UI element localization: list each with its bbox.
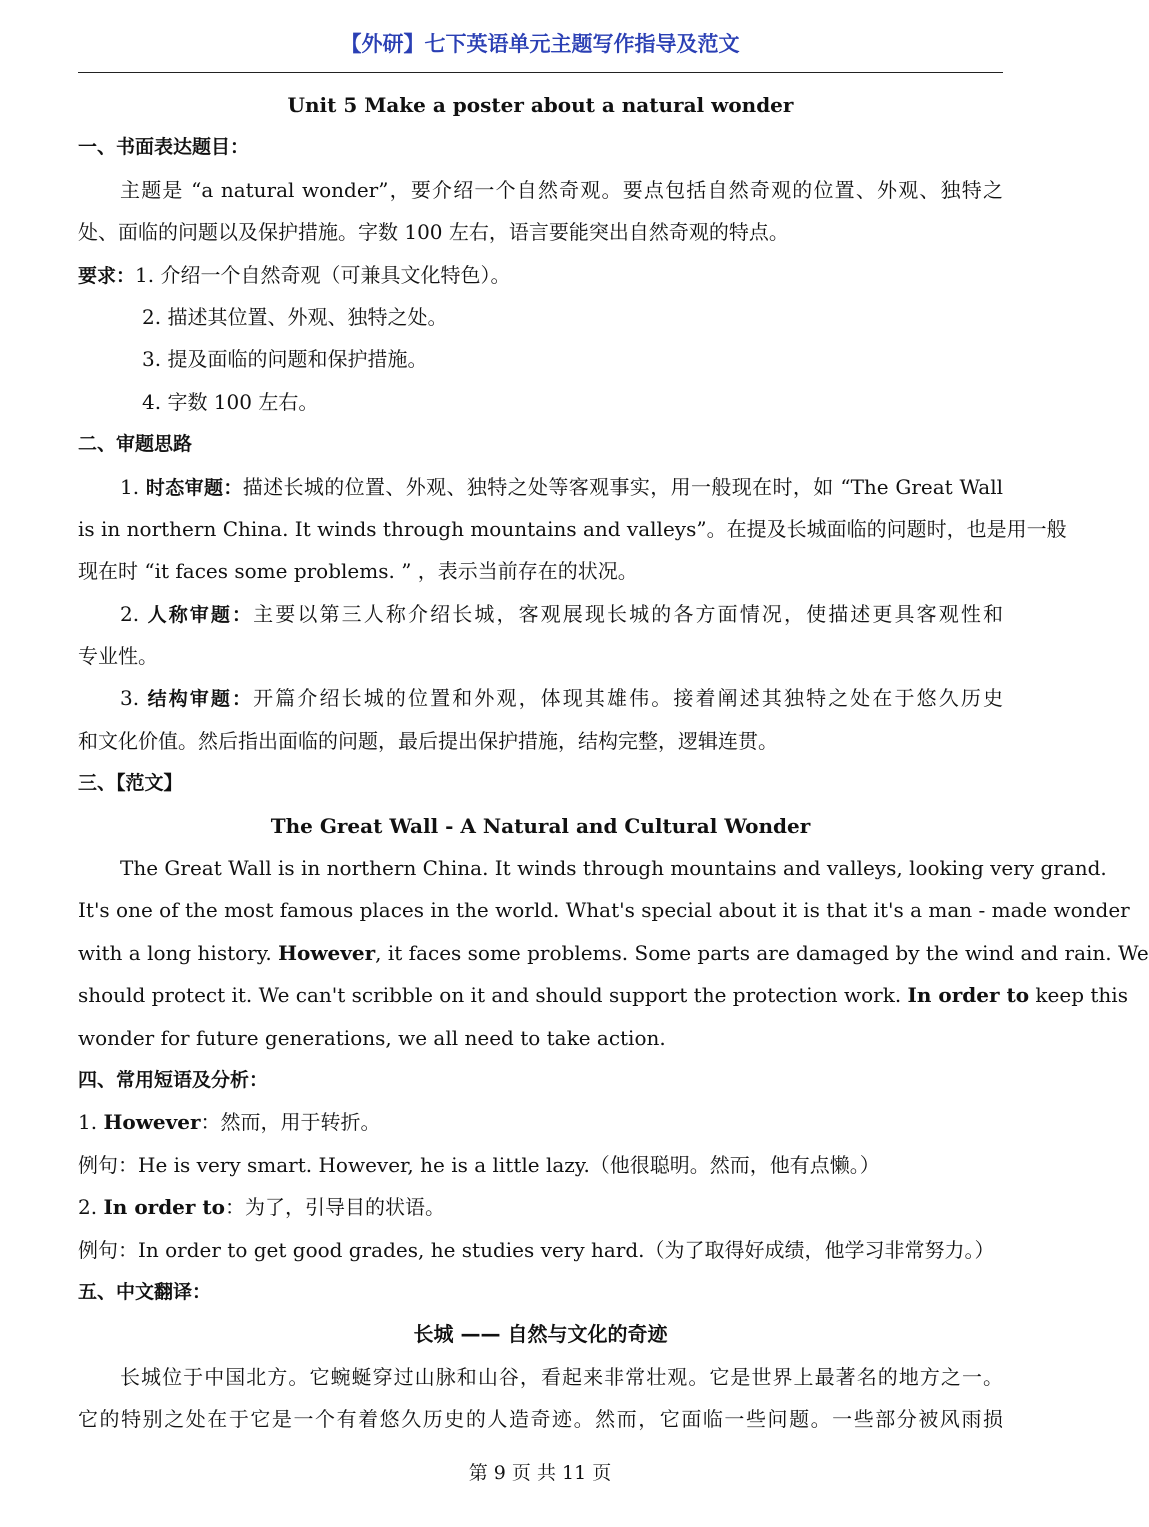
phrase-2-number: 2. bbox=[78, 1195, 104, 1220]
essay-line-3-part-1: with a long history. bbox=[78, 940, 279, 965]
essay-line-5: wonder for future generations, we all need to take action. bbox=[78, 1025, 666, 1050]
section-3-heading: 三、【范文】 bbox=[78, 772, 183, 795]
analysis-1-text: 描述长城的位置、外观、独特之处等客观事实，用一般现在时，如 “The Great Wall bbox=[242, 474, 1003, 499]
essay-line-3 bbox=[78, 932, 1149, 974]
essay-keyword-in-order-to: In order to bbox=[907, 983, 1030, 1008]
requirement-3: 3. 提及面临的问题和保护措施。 bbox=[142, 347, 428, 372]
analysis-2-text: 主要以第三人称介绍长城，客观展现长城的各方面情况，使描述更具客观性和 bbox=[253, 601, 1004, 626]
section-1-heading: 一、书面表达题目： bbox=[78, 136, 250, 159]
analysis-1-line-1 bbox=[78, 466, 1003, 508]
section-2-heading: 二、审题思路 bbox=[78, 433, 193, 456]
essay-title: The Great Wall - A Natural and Cultural Wonder bbox=[270, 813, 811, 838]
analysis-1-line-2: is in northern China. It winds through mountains and valleys”。在提及长城面临的问题时，也是用一般 bbox=[78, 516, 1067, 541]
essay-line-4-part-2: keep this bbox=[1029, 983, 1128, 1008]
analysis-1-number: 1. bbox=[120, 474, 140, 499]
analysis-3-line-2: 和文化价值。然后指出面临的问题，最后提出保护措施，结构完整，逻辑连贯。 bbox=[78, 728, 778, 753]
analysis-2-label: 人称审题： bbox=[147, 603, 254, 626]
analysis-2-line-1 bbox=[78, 593, 1003, 635]
requirement-2: 2. 描述其位置、外观、独特之处。 bbox=[142, 304, 448, 329]
phrase-2-example: 例句：In order to get good grades, he studies very hard.（为了取得好成绩，他学习非常努力。） bbox=[78, 1237, 995, 1262]
essay-line-3-part-2: , it faces some problems. Some parts are damaged by the wind and rain. We bbox=[375, 940, 1149, 965]
phrase-2 bbox=[78, 1186, 1003, 1228]
page-number-footer: 第 9 页 共 11 页 bbox=[468, 1462, 612, 1484]
analysis-1-line-3: 现在时 “it faces some problems. ” ，表示当前存在的状况。 bbox=[78, 559, 638, 584]
translation-line-1: 长城位于中国北方。它蜿蜒穿过山脉和山谷，看起来非常壮观。它是世界上最著名的地方之一。 bbox=[120, 1364, 1003, 1389]
unit-title: Unit 5 Make a poster about a natural wonder bbox=[287, 93, 794, 117]
phrase-1-term: However bbox=[103, 1110, 201, 1135]
analysis-1-label: 时态审题： bbox=[145, 476, 243, 499]
essay-line-1: The Great Wall is in northern China. It winds through mountains and valleys, looking very grand. bbox=[120, 856, 1107, 881]
requirement-1-text: 1. 介绍一个自然奇观（可兼具文化特色）。 bbox=[135, 262, 511, 287]
section-5-heading: 五、中文翻译： bbox=[78, 1280, 212, 1303]
requirements-label: 要求： bbox=[78, 264, 136, 287]
translation-line-2: 它的特别之处在于它是一个有着悠久历史的人造奇迹。然而，它面临一些问题。一些部分被风雨损 bbox=[78, 1407, 1003, 1432]
requirement-1 bbox=[78, 254, 1003, 296]
phrase-2-description: ：为了，引导目的状语。 bbox=[224, 1195, 445, 1220]
essay-line-4-part-1: should protect it. We can't scribble on it and should support the protection work. bbox=[78, 983, 908, 1008]
prompt-text-line-1: 主题是 “a natural wonder”，要介绍一个自然奇观。要点包括自然奇观的位置、外观、独特之 bbox=[120, 177, 1003, 202]
analysis-3-line-1 bbox=[78, 677, 1003, 719]
requirement-4: 4. 字数 100 左右。 bbox=[142, 389, 319, 414]
phrase-2-term: In order to bbox=[103, 1195, 225, 1220]
analysis-3-text: 开篇介绍长城的位置和外观，体现其雄伟。接着阐述其独特之处在于悠久历史 bbox=[253, 686, 1004, 711]
analysis-2-line-2: 专业性。 bbox=[78, 644, 158, 669]
phrase-1-description: ：然而，用于转折。 bbox=[200, 1110, 381, 1135]
prompt-text-line-2: 处、面临的问题以及保护措施。字数 100 左右，语言要能突出自然奇观的特点。 bbox=[78, 220, 789, 245]
analysis-3-number: 3. bbox=[120, 686, 140, 711]
header-divider bbox=[78, 72, 1003, 73]
analysis-2-number: 2. bbox=[120, 601, 140, 626]
translation-title: 长城 —— 自然与文化的奇迹 bbox=[413, 1322, 668, 1347]
page-content bbox=[78, 84, 1149, 1441]
essay-keyword-however: However bbox=[278, 940, 376, 965]
phrase-1-number: 1. bbox=[78, 1110, 104, 1135]
essay-line-2: It's one of the most famous places in the world. What's special about it is that it's a man - made wonder bbox=[78, 898, 1130, 923]
essay-line-4 bbox=[78, 974, 1128, 1016]
analysis-3-label: 结构审题： bbox=[147, 688, 254, 711]
section-4-heading: 四、常用短语及分析： bbox=[78, 1068, 269, 1091]
phrase-1-example: 例句：He is very smart. However, he is a little lazy.（他很聪明。然而，他有点懒。） bbox=[78, 1152, 880, 1177]
phrase-1 bbox=[78, 1101, 1003, 1143]
document-header-title: 【外研】七下英语单元主题写作指导及范文 bbox=[340, 32, 740, 56]
